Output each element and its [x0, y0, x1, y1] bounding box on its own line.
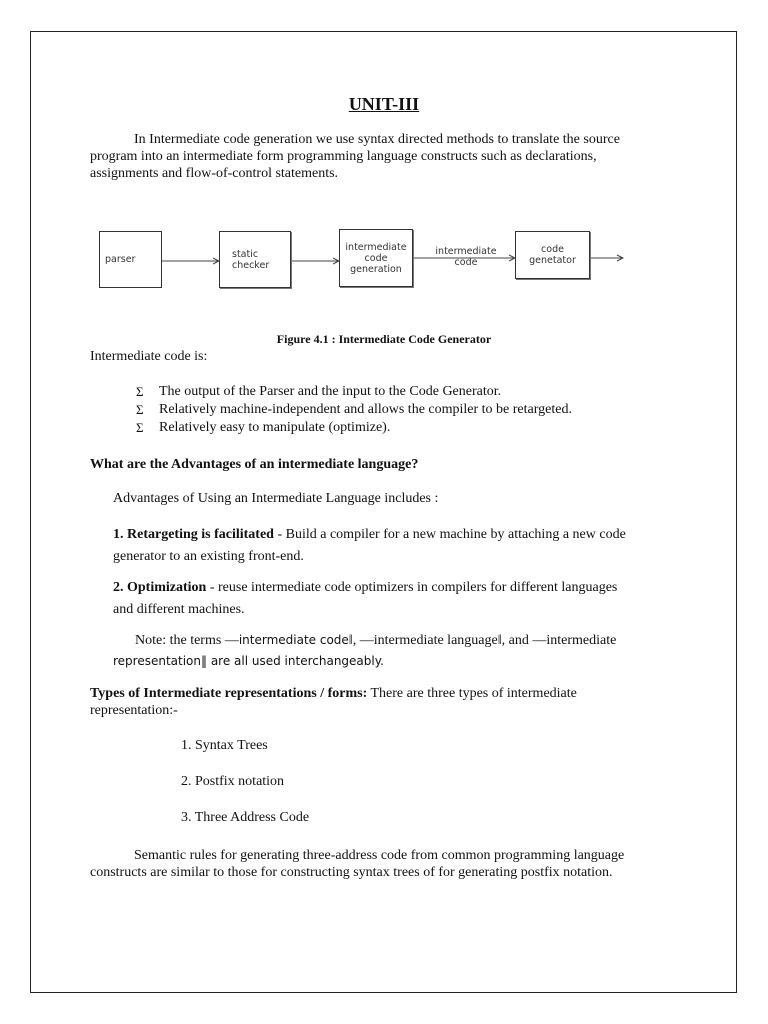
intro-line-1: In Intermediate code generation we use syntax directed methods to translate the source	[134, 132, 620, 147]
static-checker-box	[219, 231, 291, 288]
types-paragraph	[90, 685, 680, 719]
intro-line-3: assignments and flow-of-control statements.	[90, 166, 339, 181]
note-part-d: representation	[113, 654, 202, 668]
icg-label-2: code	[364, 252, 388, 264]
intro-paragraph	[90, 131, 678, 182]
optimization-bold: 2. Optimization	[113, 580, 207, 595]
note-part-e: ‖ are all used interchangeably.	[201, 654, 384, 668]
advantages-heading: What are the Advantages of an intermediate language?	[90, 457, 419, 472]
advantages-intro: Advantages of Using an Intermediate Language includes :	[113, 491, 439, 506]
optimization-paragraph	[113, 577, 673, 621]
code-generator-box	[515, 231, 590, 279]
arrow-label-2: code	[454, 257, 478, 268]
bullet-text: Relatively easy to manipulate (optimize).	[159, 420, 391, 435]
code-gen-label-1: code	[541, 244, 564, 255]
semantic-paragraph	[90, 847, 680, 881]
static-checker-label-1: static	[232, 248, 259, 260]
sigma-bullet-icon: Σ	[136, 402, 144, 417]
types-line-2: representation:-	[90, 703, 178, 718]
types-bold: Types of Intermediate representations / forms:	[90, 686, 368, 701]
list-item: 3. Three Address Code	[181, 810, 310, 825]
intermediate-code-generation-box	[339, 229, 413, 287]
retargeting-line-2: generator to an existing front-end.	[113, 549, 304, 564]
optimization-line-1: - reuse intermediate code optimizers in compilers for different languages	[206, 580, 618, 595]
note-paragraph	[113, 630, 673, 671]
intro-line-2: program into an intermediate form programming language constructs such as declarations,	[90, 149, 597, 164]
note-part-a: Note: the terms ―	[135, 633, 239, 648]
types-line-1: There are three types of intermediate	[367, 686, 577, 701]
list-item: 1. Syntax Trees	[181, 738, 268, 753]
bullet-text: Relatively machine-independent and allows the compiler to be retargeted.	[159, 402, 572, 417]
parser-label: parser	[105, 254, 136, 265]
bullet-item	[136, 383, 572, 401]
bullet-item	[136, 419, 572, 437]
icg-label-1: intermediate	[345, 241, 407, 253]
icg-label-3: generation	[350, 263, 402, 275]
parser-box	[99, 231, 162, 288]
list-item: 2. Postfix notation	[181, 774, 285, 789]
code-gen-label-2: genetator	[529, 255, 576, 266]
bullet-item	[136, 401, 572, 419]
sigma-bullet-icon: Σ	[136, 420, 144, 435]
intermediate-code-is-label: Intermediate code is:	[90, 349, 208, 364]
semantic-line-1: Semantic rules for generating three-address code from common programming language	[134, 848, 625, 863]
intermediate-code-arrow-label	[427, 246, 505, 268]
bullet-text: The output of the Parser and the input to the Code Generator.	[159, 384, 502, 399]
arrow-label-1: intermediate	[435, 246, 497, 257]
retargeting-paragraph	[113, 524, 673, 568]
static-checker-label-2: checker	[232, 259, 270, 271]
intermediate-code-diagram	[90, 222, 690, 302]
note-part-b: intermediate code	[238, 633, 349, 647]
optimization-line-2: and different machines.	[113, 602, 245, 617]
note-part-c: ‖, ―intermediate language‖, and ―intermediate	[348, 633, 617, 648]
retargeting-line-1: - Build a compiler for a new machine by attaching a new code	[273, 527, 626, 542]
page-title: UNIT-III	[348, 94, 420, 114]
figure-caption: Figure 4.1 : Intermediate Code Generator	[276, 332, 492, 346]
properties-bullet-list	[136, 383, 572, 437]
retargeting-bold: 1. Retargeting is facilitated	[113, 527, 274, 542]
sigma-bullet-icon: Σ	[136, 384, 144, 399]
semantic-line-2: constructs are similar to those for constructing syntax trees of for generating postfix notation.	[90, 865, 613, 880]
